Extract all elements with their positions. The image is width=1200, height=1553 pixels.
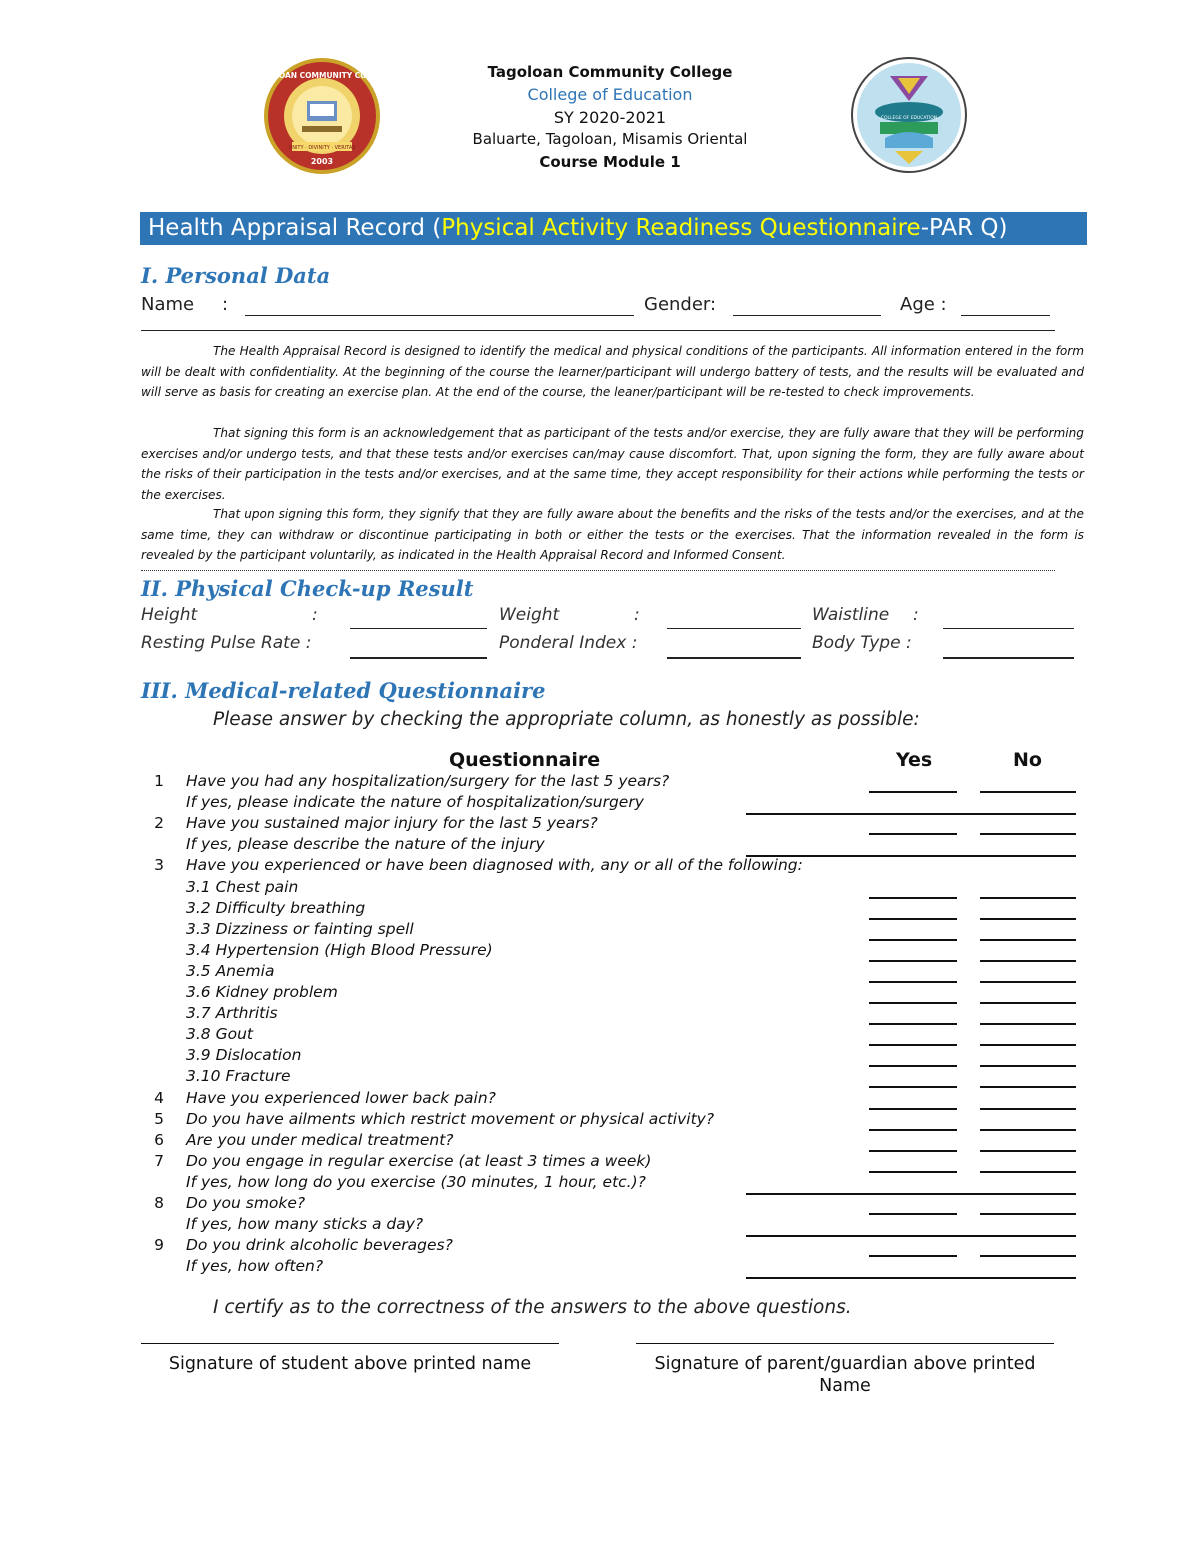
question-number: 8 (154, 1194, 164, 1212)
college-address: Baluarte, Tagoloan, Misamis Oriental (472, 130, 748, 148)
form-title-main: Health Appraisal Record (148, 215, 425, 241)
student-signature-line[interactable] (141, 1343, 559, 1344)
personal-data-heading: I. Personal Data (141, 263, 331, 288)
question-subitem: 3.8 Gout (186, 1025, 253, 1044)
height-colon: : (312, 605, 318, 625)
weight-colon: : (634, 605, 640, 625)
gender-field[interactable] (733, 315, 881, 316)
tcc-logo-ring-text: TAGOLOAN COMMUNITY COLLEGE (251, 71, 393, 80)
question-subitem: If yes, please describe the nature of the injury (186, 835, 545, 854)
ponderal-label: Ponderal Index : (499, 633, 638, 653)
dotted-divider (141, 570, 1055, 571)
answer-yes-blank[interactable] (869, 1108, 957, 1110)
answer-no-blank[interactable] (980, 981, 1076, 983)
college-name: Tagoloan Community College (487, 63, 733, 81)
question-number: 4 (154, 1088, 164, 1107)
answer-no-blank[interactable] (980, 1065, 1076, 1067)
answer-yes-blank[interactable] (869, 918, 957, 920)
question-number: 7 (154, 1151, 164, 1170)
answer-yes-blank[interactable] (869, 897, 957, 899)
answer-yes-blank[interactable] (869, 960, 957, 962)
tcc-logo-motto: UNITY · DIVINITY · VERITAS (288, 145, 356, 151)
tcc-logo (251, 56, 393, 176)
parent-signature-label: Signature of parent/guardian above printed Name (654, 1354, 1036, 1396)
form-title-subtitle: Physical Activity Readiness Questionnaire (441, 215, 921, 241)
answer-yes-blank[interactable] (869, 939, 957, 941)
answer-no-blank[interactable] (980, 1023, 1076, 1025)
question-text: Have you experienced lower back pain? (186, 1088, 496, 1107)
question-number: 3 (154, 856, 164, 875)
ponderal-field[interactable] (667, 657, 801, 659)
age-field[interactable] (961, 315, 1050, 316)
answer-no-blank[interactable] (980, 1150, 1076, 1152)
question-subitem: 3.1 Chest pain (186, 877, 299, 896)
question-number: 6 (154, 1130, 164, 1149)
question-subitem: If yes, please indicate the nature of hospitalization/surgery (186, 793, 644, 812)
medical-instruction: Please answer by checking the appropriate column, as honestly as possible: (213, 709, 920, 730)
question-subitem: If yes, how long do you exercise (30 minutes, 1 hour, etc.)? (186, 1172, 646, 1191)
question-subitem: 3.4 Hypertension (High Blood Pressure) (186, 940, 493, 959)
name-colon: : (222, 294, 229, 315)
answer-detail-line[interactable] (746, 1235, 1076, 1237)
body-type-label: Body Type : (812, 633, 912, 653)
answer-no-blank[interactable] (980, 1108, 1076, 1110)
name-field[interactable] (245, 315, 634, 316)
waistline-field[interactable] (943, 628, 1074, 629)
question-number: 9 (154, 1236, 164, 1255)
department-name: College of Education (527, 85, 693, 104)
gender-label: Gender: (644, 294, 717, 315)
answer-no-blank[interactable] (980, 833, 1076, 835)
answer-no-blank[interactable] (980, 1002, 1076, 1004)
height-field[interactable] (350, 628, 487, 629)
answer-no-blank[interactable] (980, 1129, 1076, 1131)
paragraph-acknowledgement: That signing this form is an acknowledgement that as participant of the tests and/or exercise, they are fully aware that they will be performing exercises and/or undergo tests, and that these tests and/or exercises can/may cause discomfort. That, upon signing the form, they are fully aware about the risks of their participation in the tests and/or exercises, and at the same time, they accept responsibility for their actions while performing the tests or the exercises. (141, 426, 1084, 502)
course-module: Course Module 1 (539, 153, 681, 171)
question-text: Have you experienced or have been diagnosed with, any or all of the following: (186, 856, 803, 875)
question-text: Do you have ailments which restrict movement or physical activity? (186, 1109, 715, 1128)
answer-yes-blank[interactable] (869, 833, 957, 835)
answer-yes-blank[interactable] (869, 1023, 957, 1025)
answer-yes-blank[interactable] (869, 981, 957, 983)
answer-no-blank[interactable] (980, 960, 1076, 962)
paragraph-consent: That upon signing this form, they signify that they are fully aware about the benefits and the risks of the tests and/or the exercises, and at the same time, they can withdraw or discontinue participating in both or either the tests or the exercises. That the information revealed in the form is revealed by the participant voluntarily, as indicated in the Health Appraisal Record and Informed Consent. (141, 507, 1084, 562)
parent-signature-line[interactable] (636, 1343, 1054, 1344)
answer-yes-blank[interactable] (869, 1044, 957, 1046)
answer-yes-blank[interactable] (869, 1171, 957, 1173)
answer-yes-blank[interactable] (869, 1086, 957, 1088)
coe-logo (850, 56, 968, 174)
question-subitem: If yes, how often? (186, 1257, 324, 1276)
column-yes: Yes (896, 749, 933, 771)
answer-yes-blank[interactable] (869, 1129, 957, 1131)
question-subitem: If yes, how many sticks a day? (186, 1215, 424, 1234)
pulse-label: Resting Pulse Rate : (141, 633, 312, 653)
column-questionnaire: Questionnaire (449, 749, 601, 771)
tcc-logo-year: 2003 (310, 157, 334, 166)
question-subitem: 3.2 Difficulty breathing (186, 898, 366, 917)
student-signature-label: Signature of student above printed name (168, 1354, 532, 1374)
answer-no-blank[interactable] (980, 1171, 1076, 1173)
form-title-paren: ( (424, 215, 442, 241)
body-type-field[interactable] (943, 657, 1074, 659)
question-subitem: 3.3 Dizziness or fainting spell (186, 919, 414, 938)
pulse-field[interactable] (350, 657, 487, 659)
answer-no-blank[interactable] (980, 897, 1076, 899)
question-text: Do you smoke? (186, 1194, 306, 1212)
answer-detail-line[interactable] (746, 1193, 1076, 1195)
question-number: 5 (154, 1109, 164, 1128)
column-no: No (1013, 749, 1042, 771)
question-subitem: 3.5 Anemia (186, 961, 275, 980)
name-label: Name (141, 294, 195, 315)
answer-yes-blank[interactable] (869, 1002, 957, 1004)
answer-yes-blank[interactable] (869, 1255, 957, 1257)
question-subitem: 3.9 Dislocation (186, 1046, 302, 1065)
certify-statement: I certify as to the correctness of the answers to the above questions. (213, 1297, 852, 1318)
coe-logo-caption: COLLEGE OF EDUCATION (880, 116, 938, 121)
age-label: Age : (900, 294, 947, 315)
answer-no-blank[interactable] (980, 1255, 1076, 1257)
school-year: SY 2020-2021 (553, 108, 667, 127)
question-text: Have you sustained major injury for the last 5 years? (186, 814, 598, 833)
question-subitem: 3.6 Kidney problem (186, 983, 338, 1001)
waistline-colon: : (913, 605, 919, 625)
weight-field[interactable] (667, 628, 801, 629)
question-number: 1 (154, 772, 164, 790)
form-title-suffix: -PAR Q) (920, 215, 1008, 241)
answer-yes-blank[interactable] (869, 1065, 957, 1067)
answer-yes-blank[interactable] (869, 1213, 957, 1215)
question-text: Have you had any hospitalization/surgery for the last 5 years? (186, 772, 670, 790)
answer-no-blank[interactable] (980, 918, 1076, 920)
answer-no-blank[interactable] (980, 939, 1076, 941)
answer-yes-blank[interactable] (869, 791, 957, 793)
answer-no-blank[interactable] (980, 1086, 1076, 1088)
answer-no-blank[interactable] (980, 1044, 1076, 1046)
question-number: 2 (154, 814, 164, 833)
checkup-heading: II. Physical Check-up Result (141, 576, 474, 601)
height-label: Height (141, 605, 198, 625)
question-subitem: 3.10 Fracture (186, 1067, 291, 1086)
answer-detail-line[interactable] (746, 1277, 1076, 1279)
question-text: Do you drink alcoholic beverages? (186, 1236, 453, 1255)
answer-no-blank[interactable] (980, 1213, 1076, 1215)
answer-detail-line[interactable] (746, 813, 1076, 815)
answer-yes-blank[interactable] (869, 1150, 957, 1152)
question-subitem: 3.7 Arthritis (186, 1004, 278, 1023)
medical-heading: III. Medical-related Questionnaire (141, 678, 546, 703)
paragraph-purpose: The Health Appraisal Record is designed to identify the medical and physical conditions of the participants. All information entered in the form will be dealt with confidentiality. At the beginning of the course the learner/participant will undergo battery of tests, and the results will be evaluated and will serve as basis for creating an exercise plan. At the end of the course, the leaner/participant will be re-tested to check improvements. (141, 344, 1084, 399)
weight-label: Weight (499, 605, 560, 625)
answer-no-blank[interactable] (980, 791, 1076, 793)
section-divider (141, 330, 1055, 331)
question-text: Do you engage in regular exercise (at least 3 times a week) (186, 1151, 652, 1170)
waistline-label: Waistline (812, 605, 890, 625)
question-text: Are you under medical treatment? (186, 1130, 454, 1149)
form-title-banner (140, 212, 1087, 245)
